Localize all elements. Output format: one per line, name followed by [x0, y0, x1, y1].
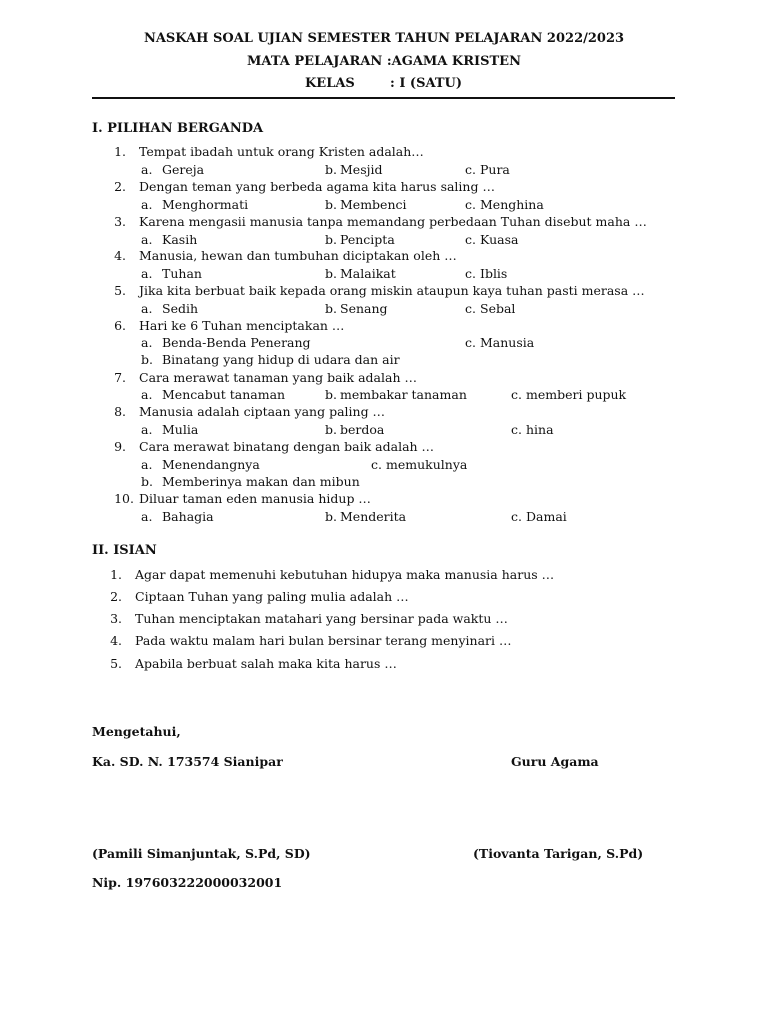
question-text: Dengan teman yang berbeda agama kita harus saling …: [139, 179, 495, 194]
option-text: Membenci: [340, 197, 407, 212]
option-text: Damai: [526, 509, 567, 524]
header-divider: [92, 97, 675, 99]
section-heading-pilihan-berganda: I. PILIHAN BERGANDA: [92, 121, 264, 136]
question-number: 4.: [114, 248, 126, 263]
isian-text: Tuhan menciptakan matahari yang bersinar pada waktu …: [135, 611, 508, 626]
option-letter: a.: [141, 335, 153, 350]
option-letter: c.: [465, 232, 476, 247]
option-letter: a.: [141, 301, 153, 316]
option-text: Malaikat: [340, 266, 396, 281]
option-letter: a.: [141, 197, 153, 212]
isian-text: Ciptaan Tuhan yang paling mulia adalah …: [135, 589, 409, 604]
option-letter: c.: [465, 162, 476, 177]
option-letter: b.: [325, 301, 337, 316]
teacher-role: Guru Agama: [511, 754, 599, 769]
question-text: Diluar taman eden manusia hidup …: [139, 491, 371, 506]
option-text: Menghina: [480, 197, 544, 212]
section-heading-isian: II. ISIAN: [92, 543, 157, 558]
option-letter: a.: [141, 162, 153, 177]
option-text: Binatang yang hidup di udara dan air: [162, 352, 400, 367]
option-text: Sedih: [162, 301, 199, 316]
option-letter: c.: [465, 301, 476, 316]
option-text: Kuasa: [480, 232, 519, 247]
question-number: 8.: [114, 404, 126, 419]
option-letter: a.: [141, 387, 153, 402]
option-letter: c.: [511, 422, 522, 437]
option-text: Manusia: [480, 335, 535, 350]
kelas-value: : I (SATU): [390, 76, 463, 91]
question-text: Tempat ibadah untuk orang Kristen adalah…: [139, 144, 424, 159]
option-letter: b.: [325, 387, 337, 402]
option-text: Menghormati: [162, 197, 249, 212]
principal-role: Ka. SD. N. 173574 Sianipar: [92, 754, 283, 769]
option-text: Memberinya makan dan mibun: [162, 474, 360, 489]
option-letter: a.: [141, 457, 153, 472]
question-text: Manusia adalah ciptaan yang paling …: [139, 404, 386, 419]
option-text: memberi pupuk: [526, 387, 627, 402]
option-letter: c.: [465, 335, 476, 350]
isian-number: 4.: [110, 633, 122, 648]
question-number: 5.: [114, 283, 126, 298]
isian-text: Agar dapat memenuhi kebutuhan hidupya maka manusia harus …: [135, 567, 555, 582]
option-text: Menderita: [340, 509, 407, 524]
question-number: 7.: [114, 370, 126, 385]
isian-number: 2.: [110, 589, 122, 604]
option-letter: c.: [465, 266, 476, 281]
option-text: Kasih: [162, 232, 198, 247]
subject-line: MATA PELAJARAN :AGAMA KRISTEN: [247, 54, 521, 69]
option-text: membakar tanaman: [340, 387, 467, 402]
option-letter: b.: [325, 232, 337, 247]
option-letter: b.: [325, 162, 337, 177]
isian-number: 5.: [110, 656, 122, 671]
option-letter: b.: [325, 266, 337, 281]
question-number: 2.: [114, 179, 126, 194]
option-text: Iblis: [480, 266, 508, 281]
option-text: Mulia: [162, 422, 199, 437]
question-text: Cara merawat tanaman yang baik adalah …: [139, 370, 417, 385]
option-letter: c.: [511, 509, 522, 524]
question-text: Hari ke 6 Tuhan menciptakan …: [139, 318, 345, 333]
option-text: Benda-Benda Penerang: [162, 335, 311, 350]
question-text: Cara merawat binatang dengan baik adalah …: [139, 439, 435, 454]
question-number: 1.: [114, 144, 126, 159]
option-letter: b.: [325, 422, 337, 437]
isian-number: 1.: [110, 567, 122, 582]
option-text: Mencabut tanaman: [162, 387, 286, 402]
option-letter: c.: [511, 387, 522, 402]
isian-text: Apabila berbuat salah maka kita harus …: [135, 656, 397, 671]
option-text: Senang: [340, 301, 388, 316]
isian-text: Pada waktu malam hari bulan bersinar terang menyinari …: [135, 633, 512, 648]
option-text: Gereja: [162, 162, 205, 177]
option-letter: b.: [325, 509, 337, 524]
mengetahui-label: Mengetahui,: [92, 724, 181, 739]
question-text: Karena mengasii manusia tanpa memandang perbedaan Tuhan disebut maha …: [139, 214, 647, 229]
option-letter: a.: [141, 266, 153, 281]
option-text: Menendangnya: [162, 457, 260, 472]
principal-nip: Nip. 197603222000032001: [92, 875, 283, 890]
option-letter: b.: [141, 474, 153, 489]
question-number: 3.: [114, 214, 126, 229]
option-text: hina: [526, 422, 554, 437]
option-letter: c.: [371, 457, 382, 472]
question-number: 9.: [114, 439, 126, 454]
kelas-label: KELAS: [305, 76, 355, 91]
option-text: Pencipta: [340, 232, 395, 247]
question-text: Manusia, hewan dan tumbuhan diciptakan oleh …: [139, 248, 457, 263]
option-letter: b.: [325, 197, 337, 212]
option-text: Tuhan: [162, 266, 202, 281]
option-text: Sebal: [480, 301, 516, 316]
option-letter: a.: [141, 509, 153, 524]
principal-name: (Pamili Simanjuntak, S.Pd, SD): [92, 846, 311, 861]
question-number: 10.: [114, 491, 134, 506]
question-text: Jika kita berbuat baik kepada orang miskin ataupun kaya tuhan pasti merasa …: [139, 283, 645, 298]
document-title: NASKAH SOAL UJIAN SEMESTER TAHUN PELAJARAN 2022/2023: [143, 31, 625, 46]
isian-number: 3.: [110, 611, 122, 626]
option-text: Pura: [480, 162, 510, 177]
option-letter: b.: [141, 352, 153, 367]
option-text: berdoa: [340, 422, 385, 437]
option-letter: c.: [465, 197, 476, 212]
option-text: memukulnya: [386, 457, 468, 472]
option-letter: a.: [141, 232, 153, 247]
question-number: 6.: [114, 318, 126, 333]
teacher-name: (Tiovanta Tarigan, S.Pd): [473, 846, 644, 861]
option-text: Bahagia: [162, 509, 214, 524]
option-letter: a.: [141, 422, 153, 437]
option-text: Mesjid: [340, 162, 383, 177]
